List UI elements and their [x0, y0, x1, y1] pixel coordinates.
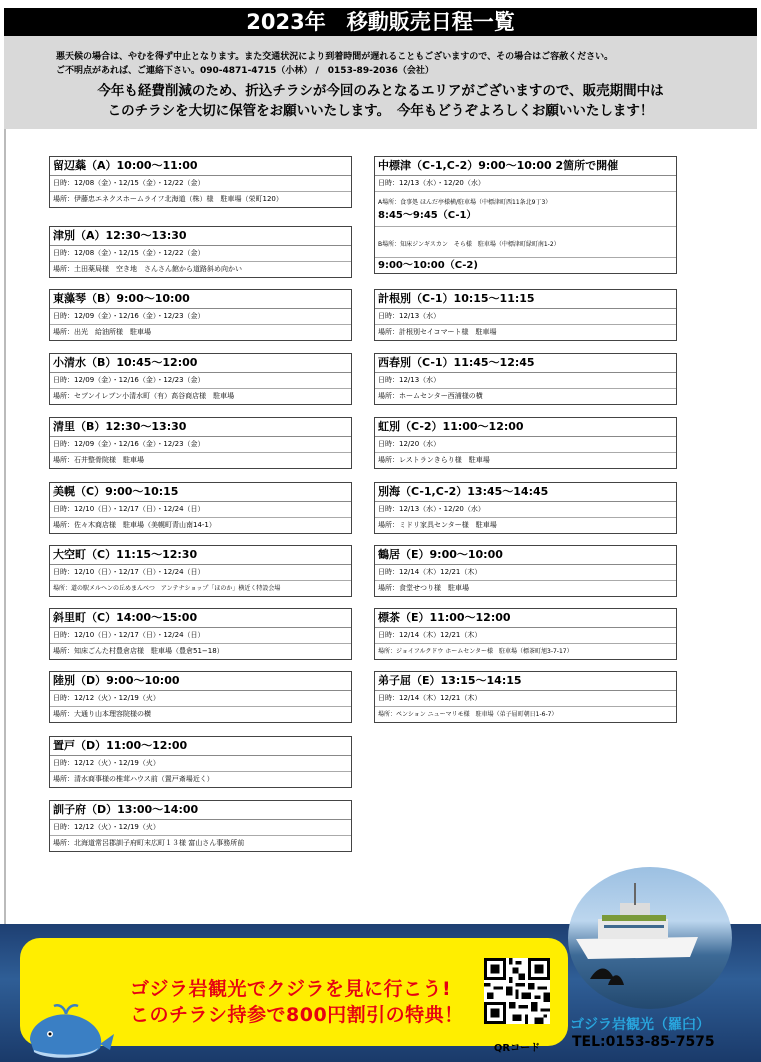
appeal-line-1: 今年も経費削減のため、折込チラシが今回のみとなるエリアがございますので、販売期間中は — [97, 83, 664, 99]
card-place: 場所：ジョイフルクドウ ホームセンター様 駐車場（標茶町旭3-7-17） — [378, 648, 573, 655]
card-time-b: 9:00〜10:00（C-2) — [378, 260, 478, 271]
card-date: 日時：12/09（金）・12/16（金）・12/23（金） — [50, 437, 351, 453]
card-title: 陸別（D）9:00〜10:00 — [50, 672, 351, 691]
card-time-a: 8:45〜9:45（C-1） — [375, 210, 676, 227]
card-place: 場所：清水商事様の椎茸ハウス前（置戸斎場近く） — [53, 775, 214, 783]
card-title: 鶴居（E）9:00〜10:00 — [375, 546, 676, 565]
schedule-card — [49, 482, 352, 534]
card-date: 日時：12/10（日）・12/17（日）・12/24（日） — [50, 565, 351, 581]
card-title: 別海（C-1,C-2）13:45〜14:45 — [375, 483, 676, 502]
card-date: 日時：12/09（金）・12/16（金）・12/23（金） — [50, 309, 351, 325]
card-date: 日時：12/14（木）12/21（木） — [375, 691, 676, 707]
schedule-card — [49, 289, 352, 341]
schedule-card — [374, 545, 677, 597]
card-date: 日時：12/12（火）・12/19（火） — [50, 756, 351, 772]
notice-line-1: 悪天候の場合は、やむを得ず中止となります。また交通状況により到着時間が遅れることもございますので、その場合はご容赦ください。 — [56, 52, 614, 62]
schedule-card — [374, 417, 677, 469]
card-date: 日時：12/09（金）・12/16（金）・12/23（金） — [50, 373, 351, 389]
schedule-card — [374, 289, 677, 341]
schedule-card-nakashibetsu — [374, 156, 677, 274]
phone-number: TEL:0153-85-7575 — [572, 1034, 715, 1050]
card-date: 日時：12/13（水）・12/20（水） — [375, 502, 676, 518]
card-date: 日時：12/13（水） — [375, 309, 676, 325]
schedule-card — [49, 608, 352, 660]
card-place: 場所：石井整骨院様 駐車場 — [53, 456, 144, 464]
card-title: 中標津（C-1,C-2）9:00〜10:00 2箇所で開催 — [375, 157, 676, 176]
card-date: 日時：12/10（日）・12/17（日）・12/24（日） — [50, 628, 351, 644]
card-place: 場所：土田薬局様 空き地 さんさん館から道路斜め向かい — [53, 265, 242, 273]
card-date: 日時：12/08（金）・12/15（金）・12/22（金） — [50, 176, 351, 192]
card-date: 日時：12/14（木）12/21（木） — [375, 565, 676, 581]
schedule-card — [374, 608, 677, 660]
schedule-card — [49, 736, 352, 788]
boat-illustration — [568, 867, 732, 1009]
card-place: 場所：レストランきらり様 駐車場 — [378, 456, 490, 464]
card-title: 大空町（C）11:15〜12:30 — [50, 546, 351, 565]
card-date: 日時：12/08（金）・12/15（金）・12/22（金） — [50, 246, 351, 262]
card-date: 日時：12/14（木）12/21（木） — [375, 628, 676, 644]
page-title: 2023年 移動販売日程一覧 — [4, 8, 757, 36]
schedule-card — [49, 417, 352, 469]
card-title: 斜里町（C）14:00〜15:00 — [50, 609, 351, 628]
card-date: 日時：12/13（水）・12/20（水） — [375, 176, 676, 192]
schedule-card — [49, 156, 352, 208]
schedule-card — [374, 671, 677, 723]
card-title: 西春別（C-1）11:45〜12:45 — [375, 354, 676, 373]
card-date: 日時：12/12（火）・12/19（火） — [50, 820, 351, 836]
boat-photo — [568, 867, 732, 1009]
card-title: 標茶（E）11:00〜12:00 — [375, 609, 676, 628]
whale-icon — [20, 1000, 115, 1062]
card-title: 美幌（C）9:00〜10:15 — [50, 483, 351, 502]
card-place: 場所：ペンション ニューマリモ様 駐車場（弟子屈町朝日1-6-7） — [378, 711, 558, 718]
card-title: 弟子屈（E）13:15〜14:15 — [375, 672, 676, 691]
schedule-card — [49, 800, 352, 852]
card-title: 留辺蘂（A）10:00〜11:00 — [50, 157, 351, 176]
margin-line — [4, 129, 6, 924]
card-place: 場所：セブンイレブン小清水町（有）高谷商店様 駐車場 — [53, 392, 235, 400]
qr-code-icon — [484, 958, 550, 1024]
card-place: 場所：道の駅メルヘンの丘めまんべつ アンテナショップ「ほのか」横近く特設会場 — [53, 585, 281, 592]
schedule-card — [49, 545, 352, 597]
card-date: 日時：12/13（水） — [375, 373, 676, 389]
card-date: 日時：12/10（日）・12/17（日）・12/24（日） — [50, 502, 351, 518]
card-title: 津別（A）12:30〜13:30 — [50, 227, 351, 246]
card-place-b: B場所：知床ジンギスカン そら様 駐車場（中標津町緑町南1-2） — [375, 227, 676, 258]
card-place: 場所：食堂せつり様 駐車場 — [378, 584, 469, 592]
card-place-a: A場所：食事処 ほんだ亭様横/駐車場（中標津町西11条北9丁3） — [378, 199, 552, 206]
notice-line-2: ご不明点があれば、ご連絡下さい。090-4871-4715（小林） / 0153-89-2036（会社） — [56, 66, 434, 76]
card-place: 場所：ホームセンター西浦様の横 — [378, 392, 483, 400]
appeal-text — [4, 81, 757, 121]
card-title: 虹別（C-2）11:00〜12:00 — [375, 418, 676, 437]
appeal-line-2: このチラシを大切に保管をお願いいたします。 今年もどうぞよろしくお願いいたします！ — [107, 103, 654, 119]
card-date: 日時：12/12（火）・12/19（火） — [50, 691, 351, 707]
card-place: 場所：佐々木商店様 駐車場（美幌町青山南14-1） — [53, 521, 216, 529]
brand-name: ゴジラ岩観光（羅臼） — [570, 1017, 710, 1033]
schedule-card — [374, 353, 677, 405]
schedule-card — [49, 226, 352, 278]
card-title: 東藻琴（B）9:00〜10:00 — [50, 290, 351, 309]
notice-text — [56, 50, 613, 78]
promo-line-1: ゴジラ岩観光でクジラを見に行こう! — [130, 978, 452, 1000]
card-place: 場所：ミドリ家具センター様 駐車場 — [378, 521, 497, 529]
qr-code-label: QRコード — [493, 1043, 541, 1054]
card-place: 場所：出光 給油所様 駐車場 — [53, 328, 151, 336]
card-place: 場所：大通り山本理容院様の横 — [53, 710, 151, 718]
card-place: 場所：知床ごんた村豊倉店様 駐車場（豊倉51−18） — [53, 647, 224, 655]
schedule-card — [374, 482, 677, 534]
card-title: 置戸（D）11:00〜12:00 — [50, 737, 351, 756]
promo-text — [130, 976, 464, 1028]
card-title: 計根別（C-1）10:15〜11:15 — [375, 290, 676, 309]
card-date: 日時：12/20（水） — [375, 437, 676, 453]
card-place: 場所：伊藤忠エネクスホームライフ北海道（株）様 駐車場（栄町120） — [53, 195, 283, 203]
schedule-card — [49, 671, 352, 723]
card-title: 小清水（B）10:45〜12:00 — [50, 354, 351, 373]
schedule-card — [49, 353, 352, 405]
promo-line-2: このチラシ持参で800円割引の特典！ — [130, 1004, 464, 1026]
card-title: 清里（B）12:30〜13:30 — [50, 418, 351, 437]
card-place: 場所：計根別セイコマート様 駐車場 — [378, 328, 497, 336]
intro-panel — [4, 36, 757, 129]
card-title: 訓子府（D）13:00〜14:00 — [50, 801, 351, 820]
card-place: 場所：北海道常呂郡訓子府町末広町１３様 富山さん事務所前 — [53, 839, 245, 847]
